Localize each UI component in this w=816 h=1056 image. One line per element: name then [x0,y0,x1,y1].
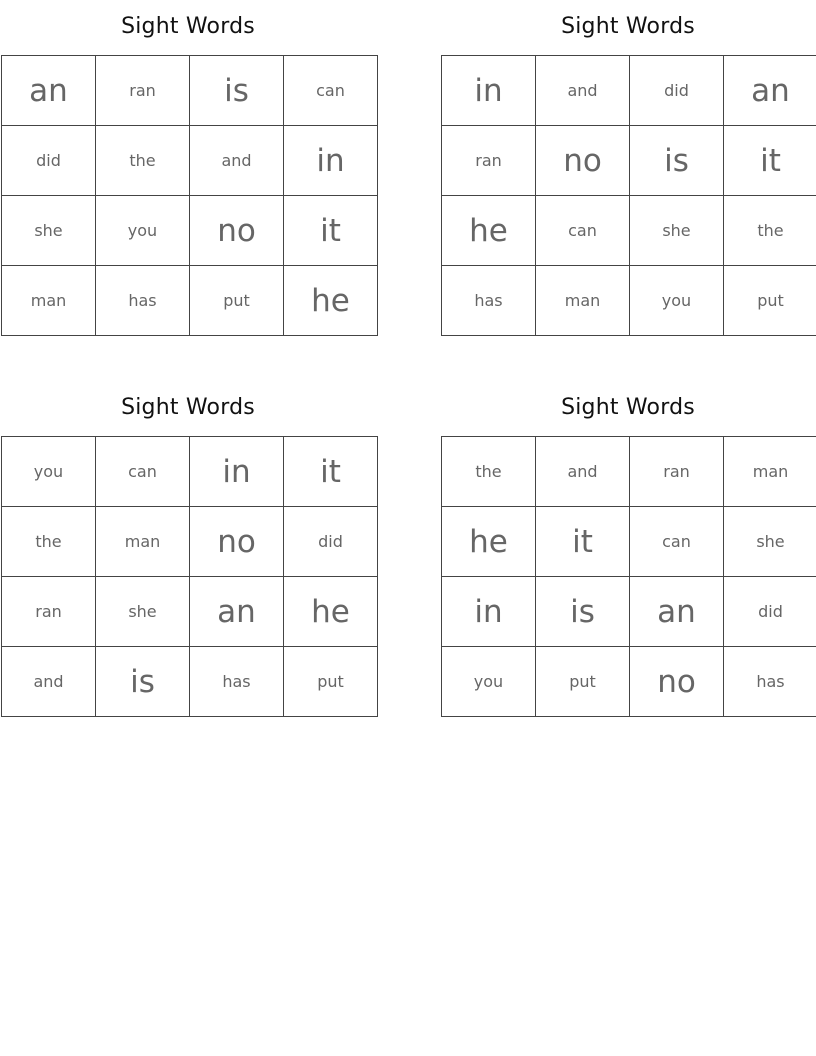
word-cell: and [536,56,630,126]
grid-row [2,266,378,336]
word-cell: the [96,126,190,196]
bingo-card [441,10,815,336]
word-cell: can [284,56,378,126]
word-grid [441,436,816,717]
word-cell: and [536,437,630,507]
word-cell: man [2,266,96,336]
grid-row [2,577,378,647]
word-cell: it [284,196,378,266]
grid-row [442,56,816,126]
word-cell: is [536,577,630,647]
word-cell: has [724,647,816,717]
word-cell: no [190,507,284,577]
word-cell: an [630,577,724,647]
grid-row [2,437,378,507]
grid-row [442,647,816,717]
word-cell: the [442,437,536,507]
word-cell: you [442,647,536,717]
word-cell: ran [630,437,724,507]
grid-row [442,126,816,196]
word-cell: did [284,507,378,577]
word-cell: no [190,196,284,266]
word-cell: did [2,126,96,196]
word-cell: ran [442,126,536,196]
bingo-card [1,391,375,717]
word-cell: she [630,196,724,266]
word-cell: you [630,266,724,336]
word-cell: has [96,266,190,336]
word-cell: an [2,56,96,126]
word-cell: has [190,647,284,717]
word-grid [1,55,378,336]
card-title: Sight Words [121,395,255,420]
grid-row [2,507,378,577]
card-title: Sight Words [121,14,255,39]
word-cell: in [442,577,536,647]
word-cell: can [536,196,630,266]
word-cell: he [284,266,378,336]
word-cell: and [2,647,96,717]
word-cell: ran [96,56,190,126]
word-cell: man [724,437,816,507]
word-cell: and [190,126,284,196]
grid-row [442,507,816,577]
word-cell: can [96,437,190,507]
word-cell: you [2,437,96,507]
word-cell: an [190,577,284,647]
word-grid [1,436,378,717]
bingo-card [441,391,815,717]
word-cell: the [2,507,96,577]
grid-row [442,266,816,336]
word-cell: it [724,126,816,196]
word-cell: put [536,647,630,717]
word-cell: he [442,507,536,577]
word-cell: is [96,647,190,717]
grid-row [442,577,816,647]
word-grid [441,55,816,336]
word-cell: put [190,266,284,336]
word-cell: ran [2,577,96,647]
word-cell: can [630,507,724,577]
word-cell: an [724,56,816,126]
word-cell: no [630,647,724,717]
word-cell: the [724,196,816,266]
grid-row [2,196,378,266]
word-cell: she [2,196,96,266]
word-cell: in [442,56,536,126]
word-cell: it [536,507,630,577]
grid-row [2,56,378,126]
word-cell: he [442,196,536,266]
word-cell: put [724,266,816,336]
card-title: Sight Words [561,395,695,420]
word-cell: is [630,126,724,196]
word-cell: has [442,266,536,336]
grid-row [2,647,378,717]
word-cell: is [190,56,284,126]
word-cell: man [536,266,630,336]
word-cell: in [284,126,378,196]
word-cell: she [724,507,816,577]
word-cell: no [536,126,630,196]
grid-row [2,126,378,196]
word-cell: did [630,56,724,126]
word-cell: man [96,507,190,577]
word-cell: it [284,437,378,507]
word-cell: did [724,577,816,647]
grid-row [442,437,816,507]
bingo-card [1,10,375,336]
word-cell: you [96,196,190,266]
word-cell: she [96,577,190,647]
word-cell: put [284,647,378,717]
word-cell: he [284,577,378,647]
card-title: Sight Words [561,14,695,39]
word-cell: in [190,437,284,507]
grid-row [442,196,816,266]
